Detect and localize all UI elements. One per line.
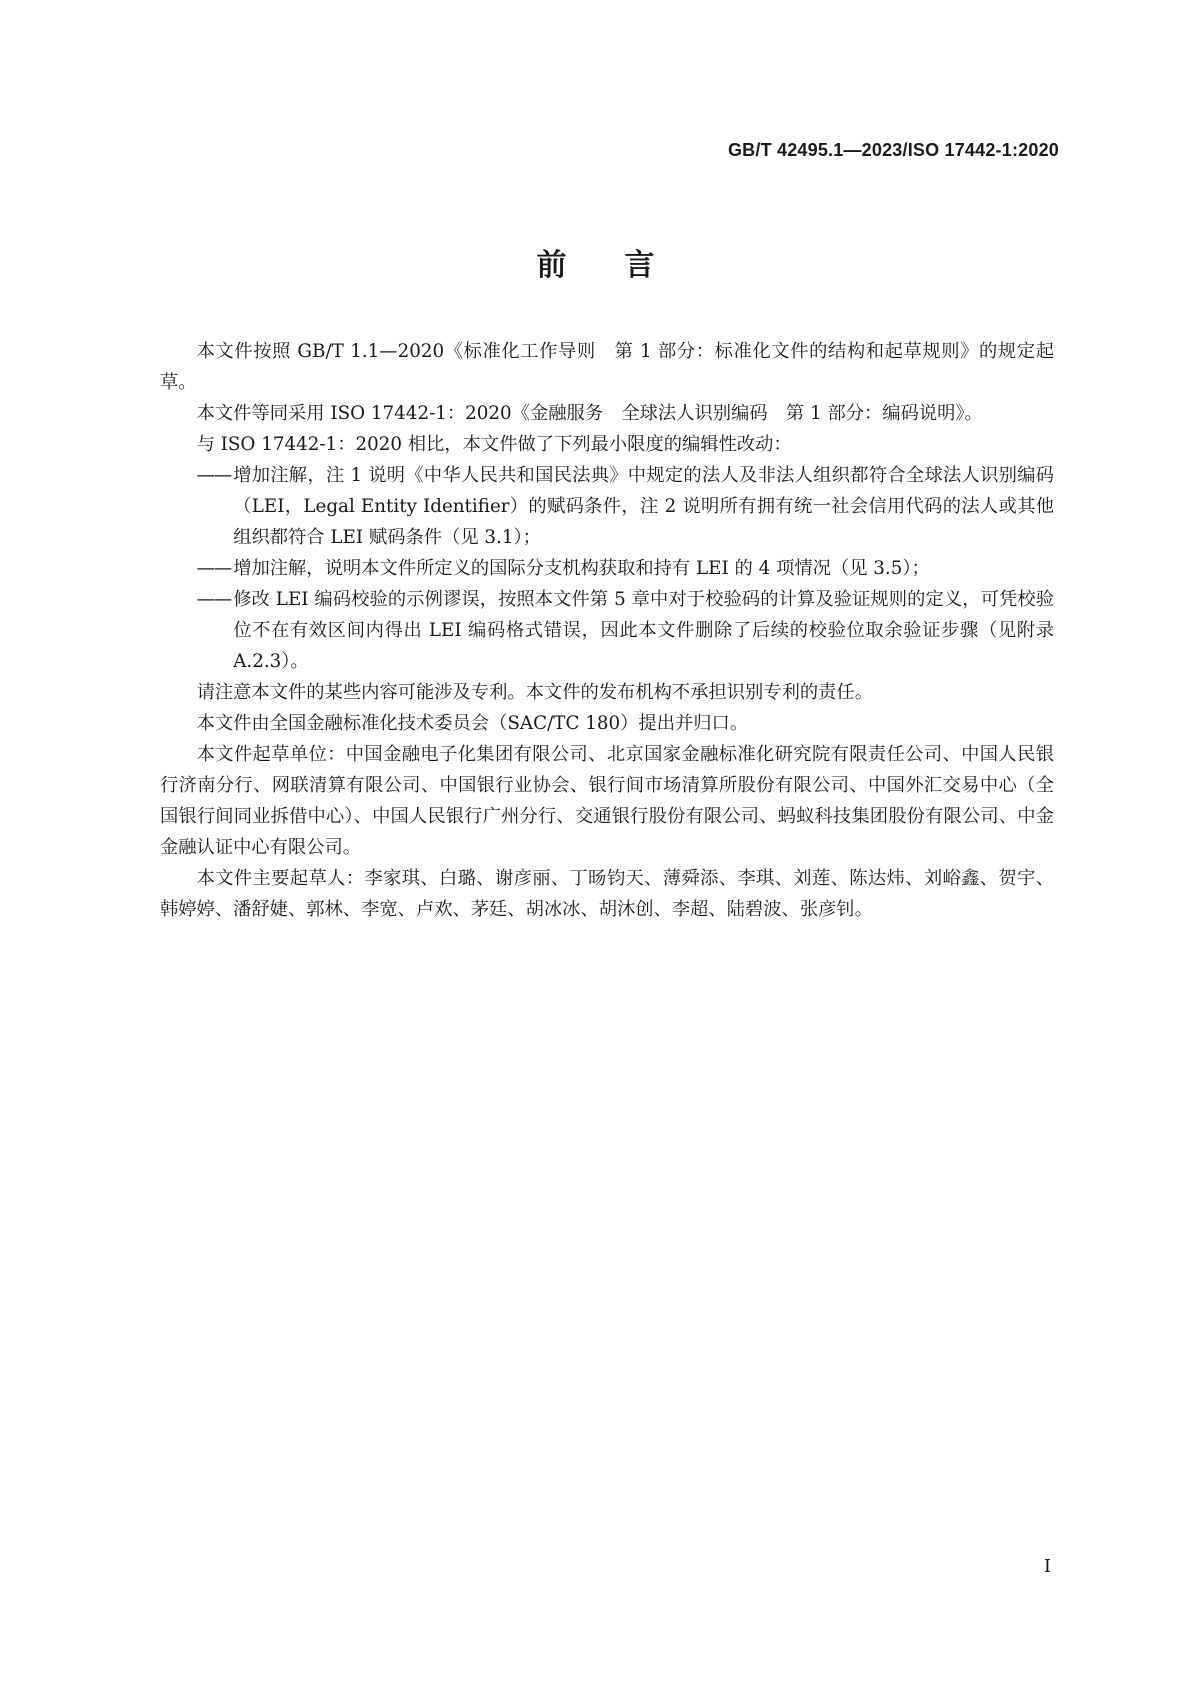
change-item-text: 修改 LEI 编码校验的示例谬误，按照本文件第 5 章中对于校验码的计算及验证规则的定义，可凭校验位不在有效区间内得出 LEI 编码格式错误，因此本文件删除了后续的校验位取余验证步骤（见附录 A.2.3）。 xyxy=(233,589,1054,672)
paragraph-proposing-committee: 本文件由全国金融标准化技术委员会（SAC/TC 180）提出并归口。 xyxy=(196,713,749,734)
change-item-text: 增加注解，注 1 说明《中华人民共和国民法典》中规定的法人及非法人组织都符合全球法人识别编码（LEI，Legal Entity Identifier）的赋码条件，注 2 说明所有拥有统一社会信用代码的法人或其他组织都符合 LEI 赋码条件（见 3.1）； xyxy=(233,465,1054,548)
change-item xyxy=(160,460,1054,553)
paragraph-drafting-units: 本文件起草单位：中国金融电子化集团有限公司、北京国家金融标准化研究院有限责任公司、中国人民银行济南分行、网联清算有限公司、中国银行业协会、银行间市场清算所股份有限公司、中国外汇交易中心（全国银行间同业拆借中心）、中国人民银行广州分行、交通银行股份有限公司、蚂蚁科技集团股份有限公司、中金金融认证中心有限公司。 xyxy=(160,744,1054,858)
dash-marker: —— xyxy=(196,465,232,486)
page-title: 前言 xyxy=(536,248,713,283)
dash-marker: —— xyxy=(196,589,232,610)
change-item-text: 增加注解，说明本文件所定义的国际分支机构获取和持有 LEI 的 4 项情况（见 3.5）； xyxy=(233,558,930,579)
change-item xyxy=(160,584,1054,677)
foreword-body xyxy=(160,336,1054,925)
standard-code-header: GB/T 42495.1—2023/ISO 17442-1:2020 xyxy=(727,140,1059,160)
paragraph-patent-notice: 请注意本文件的某些内容可能涉及专利。本文件的发布机构不承担识别专利的责任。 xyxy=(196,682,873,703)
paragraph-drafting-rules: 本文件按照 GB/T 1.1—2020《标准化工作导则 第 1 部分：标准化文件的结构和起草规则》的规定起草。 xyxy=(160,341,1054,393)
dash-marker: —— xyxy=(196,558,232,579)
paragraph-changes-intro: 与 ISO 17442-1：2020 相比，本文件做了下列最小限度的编辑性改动： xyxy=(196,434,792,455)
change-item xyxy=(160,553,1054,584)
paragraph-equivalent-adoption: 本文件等同采用 ISO 17442-1：2020《金融服务 全球法人识别编码 第 1 部分：编码说明》。 xyxy=(196,403,983,424)
page-number: I xyxy=(1043,1556,1051,1577)
paragraph-main-drafters: 本文件主要起草人：李家琪、白璐、谢彦丽、丁旸钧天、薄舜添、李琪、刘莲、陈达炜、刘峪鑫、贺宇、韩婷婷、潘舒婕、郭林、李宽、卢欢、茅廷、胡冰冰、胡沐创、李超、陆碧波、张彦钊。 xyxy=(160,868,1054,920)
